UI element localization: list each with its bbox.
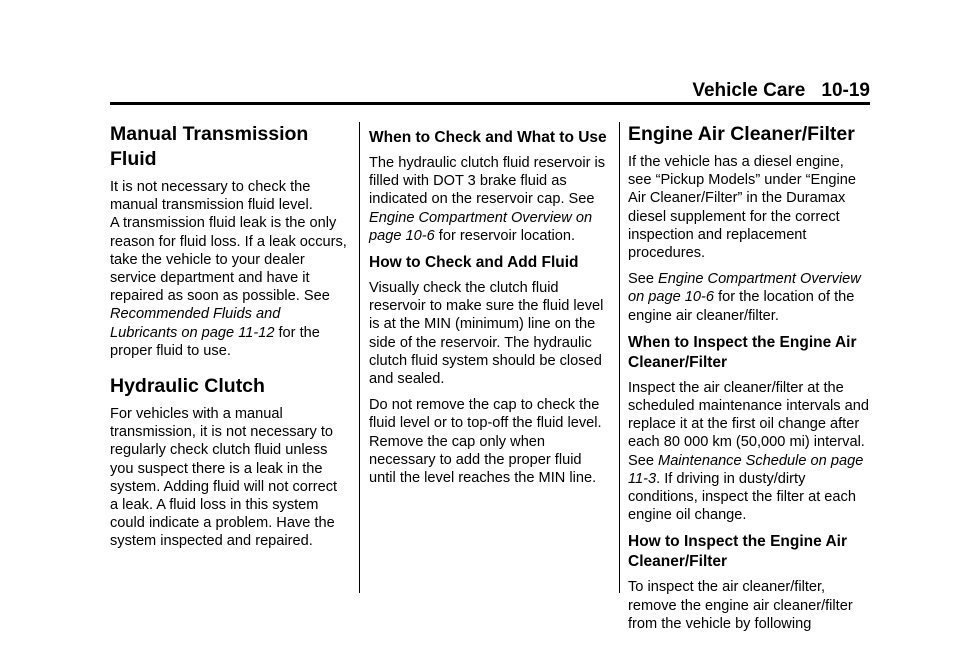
subheading-when-to-inspect: When to Inspect the Engine Air Cleaner/Filter <box>628 333 857 371</box>
paragraph: If the vehicle has a diesel engine, see “Pickup Models” under “Engine Air Cleaner/Filter” in the Duramax diesel supplement for the correct inspection and replacement procedures. <box>628 154 856 262</box>
paragraph: Visually check the clutch fluid reservoir to make sure the fluid level is at the MIN (minimum) line on the side of the reservoir. The hydraulic clutch fluid system should be closed and sealed. <box>369 280 604 388</box>
column-left <box>110 122 348 559</box>
heading-engine-air-cleaner: Engine Air Cleaner/Filter <box>628 123 855 145</box>
subheading-how-to-inspect: How to Inspect the Engine Air Cleaner/Filter <box>628 533 848 571</box>
column-middle <box>369 122 609 495</box>
cross-reference-link[interactable]: Engine Compartment Overview on page 10-6 <box>628 271 861 306</box>
paragraph <box>110 214 348 360</box>
subheading-when-to-check: When to Check and What to Use <box>369 129 607 146</box>
paragraph: For vehicles with a manual transmission, it is not necessary to regularly check clutch fluid unless you suspect there is a leak in the system. Adding fluid will not correct a leak. A fluid loss in this system could indicate a problem. Have the system inspected and repaired. <box>110 406 338 550</box>
heading-hydraulic-clutch: Hydraulic Clutch <box>110 375 265 398</box>
text: Inspect the air cleaner/filter at the scheduled maintenance intervals and replace it at the first oil change after each 80 000 km (50,000 mi) interval. See <box>628 379 869 469</box>
column-divider <box>359 122 360 593</box>
page-header <box>110 80 870 110</box>
column-divider <box>619 122 620 593</box>
text: The hydraulic clutch fluid reservoir is filled with DOT 3 brake fluid as indicated on the reservoir cap. See <box>369 155 606 208</box>
section-title: Vehicle Care <box>692 80 806 101</box>
header-text <box>692 80 870 102</box>
paragraph: To inspect the air cleaner/filter, remove the engine air cleaner/filter from the vehicle by following <box>628 579 853 632</box>
text: for reservoir location. <box>434 227 576 244</box>
paragraph <box>628 379 870 525</box>
text: . If driving in dusty/dirty conditions, inspect the filter at each engine oil change. <box>628 470 856 524</box>
paragraph: It is not necessary to check the manual transmission fluid level. <box>110 179 313 214</box>
heading-manual-transmission-fluid: Manual Transmission Fluid <box>110 123 309 170</box>
paragraph <box>628 270 870 325</box>
text: A transmission fluid leak is the only reason for fluid loss. If a leak occurs, take the vehicle to your dealer service department and have it repaired as soon as possible. See <box>110 215 347 305</box>
header-rule <box>110 102 870 105</box>
cross-reference-link[interactable]: Engine Compartment Overview on page 10-6 <box>369 209 593 244</box>
text: See <box>628 271 659 288</box>
text: for the proper fluid to use. <box>110 324 320 359</box>
text: for the location of the engine air cleaner/filter. <box>628 289 855 324</box>
subheading-how-to-check: How to Check and Add Fluid <box>369 254 579 272</box>
column-right <box>628 122 870 641</box>
paragraph <box>369 154 609 245</box>
page-number: 10-19 <box>821 80 870 101</box>
cross-reference-link[interactable]: Recommended Fluids and Lubricants on page 11-12 <box>110 306 281 341</box>
cross-reference-link[interactable]: Maintenance Schedule on page 11-3 <box>628 452 864 487</box>
paragraph: Do not remove the cap to check the fluid level or to top-off the fluid level. Remove the cap only when necessary to add the proper fluid until the level reaches the MIN line. <box>369 397 602 487</box>
